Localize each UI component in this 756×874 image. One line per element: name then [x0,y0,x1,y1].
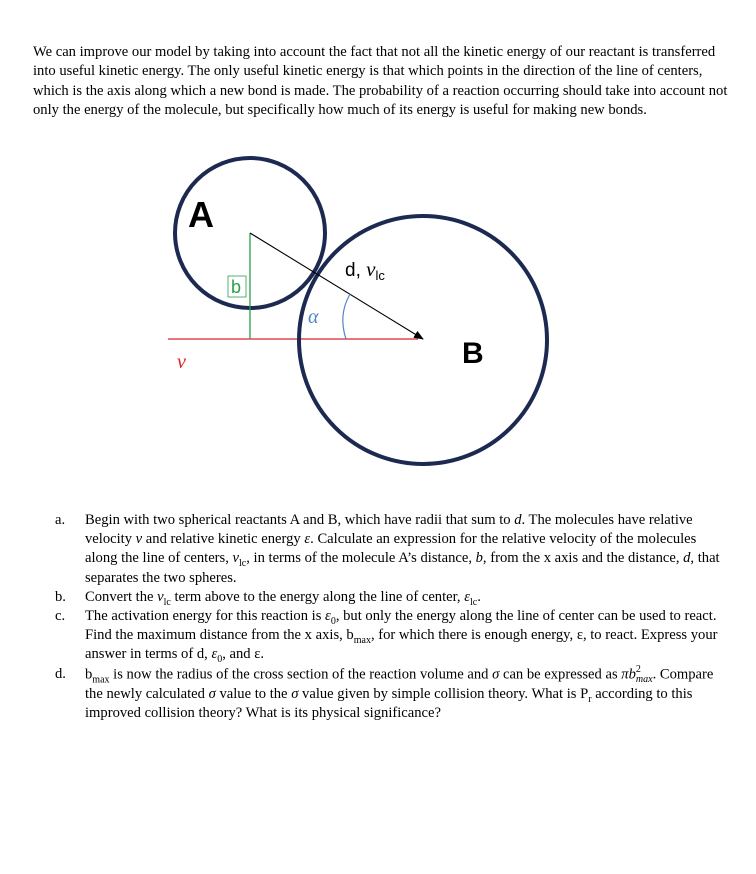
question-c-text: , for which there is enough energy, ε, to react. Express your answer in terms of d, [85,627,718,663]
question-a-text: , in terms of the molecule A’s distance, [246,550,476,567]
question-list [55,511,725,723]
question-c-text: , and ε. [222,646,265,663]
math-epsilon-lc: ε [464,588,470,605]
math-supsub [636,665,653,685]
label-v: v [177,351,186,373]
label-vlc-subscript: lc [375,268,385,283]
math-epsilon-0-sub: 0 [217,654,223,666]
math-bmax-sub: max [92,673,110,685]
question-a-text: . Calculate an expression for the relative velocity of the molecules along the line of centers, [85,531,697,567]
label-d-vlc [345,257,385,283]
alpha-angle-arc [343,294,350,339]
math-epsilon-lc-sub: lc [469,596,478,608]
intro-text: We can improve our model by taking into account the fact that not all the kinetic energy of our reactant is transferred into useful kinetic energy. The only useful kinetic energy is that which points in the direction of the line of centers, which is the axis along which a new bond is made. The probability of a reaction occurring should take into account not only the energy of the molecule, but specifically how much of its energy is useful for making new bonds. [33,44,728,119]
question-d-label: d. [55,665,66,682]
label-sphere-a: A [188,194,214,235]
question-b-text: term above to the energy along the line of center, [170,588,465,605]
label-b-distance: b [231,277,242,297]
question-a [55,511,725,588]
math-sup: 2 [635,663,641,675]
question-d-text: according to this improved collision theory? What is its physical significance? [85,685,693,721]
question-d-text: is now the radius of the cross section of the reaction volume and [109,665,493,682]
question-c-text: The activation energy for this reaction is [85,608,326,625]
sphere-b [299,216,547,464]
math-vlc: v [157,588,164,605]
math-epsilon-0-sub: 0 [330,615,336,627]
math-sub-max: max [635,673,653,685]
math-epsilon: ε [304,531,311,548]
math-b: b [475,550,483,567]
math-vlc: v [232,550,239,567]
question-a-text: and relative kinetic energy [142,531,305,548]
question-c [55,607,725,665]
math-pi-b: πb [621,665,636,682]
math-d: d [514,512,522,528]
math-d: d [683,550,691,567]
question-d-text: value to the [215,685,292,702]
math-v: v [135,531,143,548]
question-d-text: can be expressed as [499,665,622,682]
question-b-text: . [477,588,481,605]
math-sigma: σ [291,685,299,702]
question-a-text: , that separates the two spheres. [85,550,720,586]
question-c-text: , but only the energy along the line of center can be used to react. Find the maximum distance from the x axis, b [85,608,717,644]
math-vlc-sub: lc [239,558,247,570]
question-d-text: . Compare the newly calculated [85,665,714,702]
question-b [55,588,725,607]
question-d-text: value given by simple collision theory. What is P [298,685,589,702]
question-a-text: . The molecules have relative velocity [85,512,693,548]
question-d [55,665,725,723]
math-epsilon-0: ε [211,646,218,663]
label-d: d, [345,260,367,281]
question-b-label: b. [55,588,66,605]
math-pr-sub: r [588,693,592,705]
question-b-text: Convert the [85,588,158,605]
label-vlc-symbol: v [366,257,376,281]
question-a-text: , from the x axis and the distance, [482,550,684,567]
label-sphere-b: B [462,337,484,370]
label-alpha: α [308,306,319,328]
math-vlc-sub: lc [163,596,171,608]
math-epsilon-0: ε [325,608,331,625]
math-sigma: σ [208,685,216,702]
question-c-label: c. [55,608,66,625]
question-d-text: b [85,665,93,682]
question-a-text: Begin with two spherical reactants A and B, which have radii that sum to [85,512,515,528]
math-bmax-sub: max [353,635,371,647]
math-sigma: σ [492,665,500,682]
question-a-label: a. [55,512,66,528]
